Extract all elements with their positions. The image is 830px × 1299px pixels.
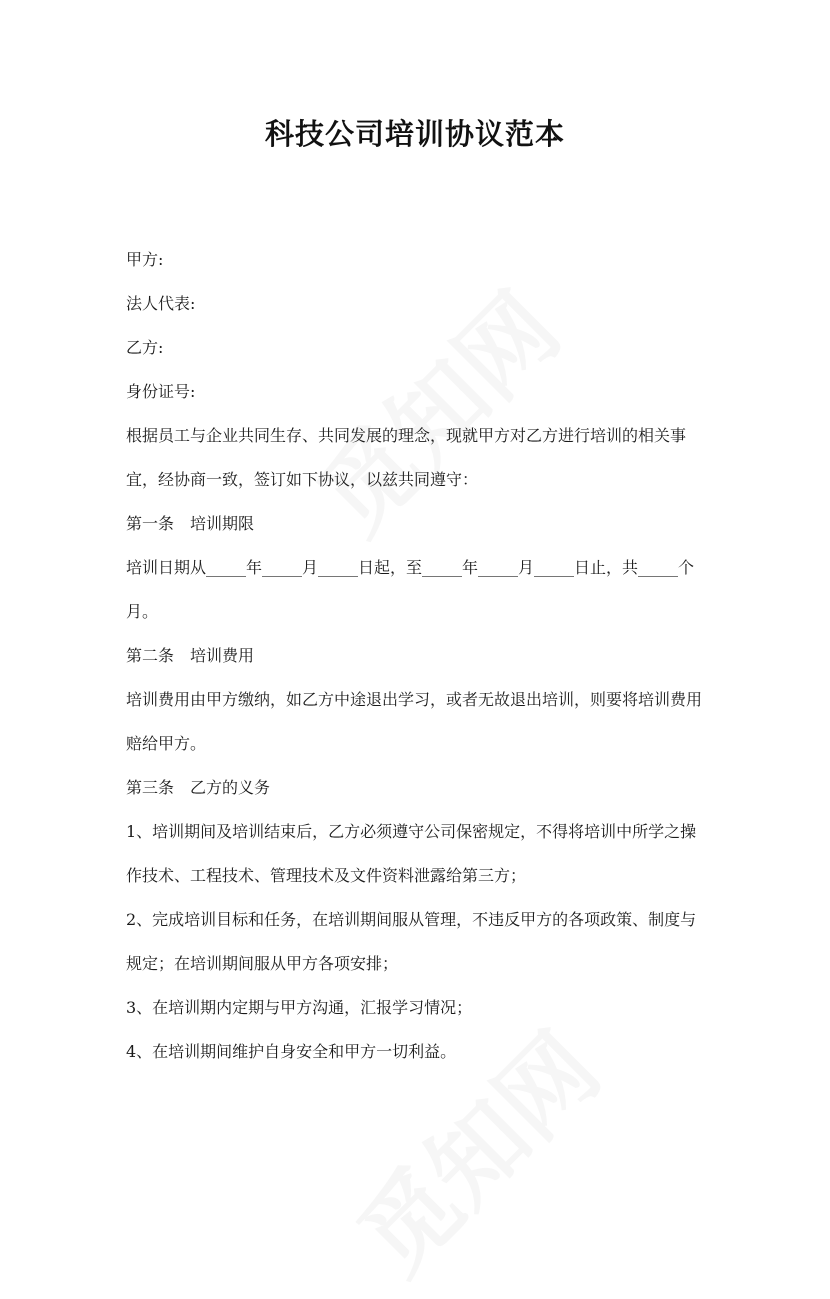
article-3-item: 1、培训期间及培训结束后，乙方必须遵守公司保密规定，不得将培训中所学之操作技术、工程技术、管理技术及文件资料泄露给第三方；: [126, 822, 697, 885]
article-1-heading: 第一条 培训期限: [126, 514, 255, 533]
party-a-label: 甲方:: [126, 250, 164, 269]
id-number-label: 身份证号:: [126, 382, 196, 401]
article-1-text: 培训日期从_____年_____月_____日起，至_____年_____月_____日止，共_____个月。: [126, 558, 695, 621]
article-3-heading: 第三条 乙方的义务: [126, 778, 271, 797]
party-b-label: 乙方:: [126, 338, 164, 357]
article-2-text: 培训费用由甲方缴纳，如乙方中途退出学习，或者无故退出培训，则要将培训费用赔给甲方。: [126, 690, 703, 753]
document-body: [126, 238, 710, 1074]
article-2-heading: 第二条 培训费用: [126, 646, 255, 665]
article-3-item: 3、在培训期内定期与甲方沟通，汇报学习情况；: [126, 998, 473, 1017]
article-3-item: 2、完成培训目标和任务，在培训期间服从管理，不违反甲方的各项政策、制度与规定；在培训期间服从甲方各项安排；: [126, 910, 697, 973]
document-title: 科技公司培训协议范本: [264, 117, 565, 151]
preamble-paragraph: 根据员工与企业共同生存、共同发展的理念，现就甲方对乙方进行培训的相关事宜，经协商一致，签订如下协议，以兹共同遵守：: [126, 426, 687, 489]
legal-rep-label: 法人代表:: [126, 294, 196, 313]
article-3-item: 4、在培训期间维护自身安全和甲方一切利益。: [126, 1042, 457, 1061]
